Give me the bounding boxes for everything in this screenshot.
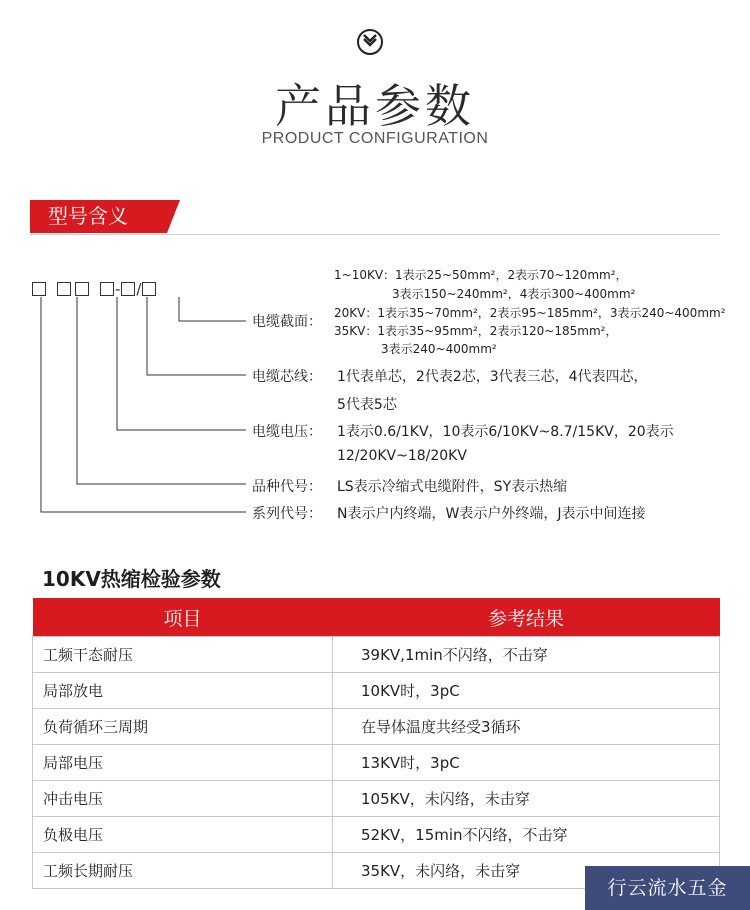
table-row — [33, 745, 720, 781]
item-desc-core-2: 5代表5芯 — [337, 397, 397, 413]
row-item: 工频长期耐压 — [33, 853, 333, 889]
header-result: 参考结果 — [333, 598, 720, 637]
page-subtitle: PRODUCT CONFIGURATION — [261, 130, 489, 147]
row-item: 负荷循环三周期 — [33, 709, 333, 745]
item-label-section: 电缆截面： — [252, 314, 322, 330]
row-result: 105KV，未闪络，未击穿 — [333, 781, 720, 817]
item-label-core: 电缆芯线： — [252, 369, 322, 385]
item-desc-core-1: 1代表单芯，2代表2芯，3代表三芯，4代表四芯， — [337, 369, 648, 385]
page-title: 产品参数 — [275, 79, 475, 133]
inspection-table — [32, 598, 720, 889]
item-desc-variety: LS表示冷缩式电缆附件，SY表示热缩 — [337, 479, 568, 495]
row-result: 52KV，15min不闪络，不击穿 — [333, 817, 720, 853]
item-desc-section-3: 20KV：1表示35~70mm²，2表示95~185mm²，3表示240~400mm² — [334, 306, 726, 320]
item-desc-section-5: 3表示240~400mm² — [381, 342, 497, 356]
table-row — [33, 781, 720, 817]
code-separator-slash: / — [136, 280, 142, 298]
item-desc-voltage-2: 12/20KV~18/20KV — [337, 448, 467, 464]
code-separator-dash: - — [115, 280, 121, 298]
section-banner-title: 型号含义 — [48, 204, 128, 228]
item-label-voltage: 电缆电压： — [252, 424, 322, 440]
row-result: 13KV时，3pC — [333, 745, 720, 781]
row-item: 负极电压 — [33, 817, 333, 853]
row-result: 10KV时，3pC — [333, 673, 720, 709]
row-result: 39KV,1min不闪络，不击穿 — [333, 637, 720, 673]
item-desc-section-1: 1~10KV：1表示25~50mm²，2表示70~120mm²， — [334, 268, 628, 282]
item-desc-section-4: 35KV：1表示35~95mm²，2表示120~185mm²， — [334, 324, 618, 338]
table-header-row — [33, 598, 720, 637]
row-result: 在导体温度共经受3循环 — [333, 709, 720, 745]
row-item: 局部电压 — [33, 745, 333, 781]
table-row — [33, 673, 720, 709]
table-row — [33, 817, 720, 853]
row-item: 局部放电 — [33, 673, 333, 709]
item-desc-voltage-1: 1表示0.6/1KV，10表示6/10KV~8.7/15KV，20表示 — [337, 424, 674, 440]
item-label-series: 系列代号： — [252, 506, 322, 522]
table-row — [33, 637, 720, 673]
row-result: 35KV，未闪络，未击穿 — [333, 853, 720, 889]
item-label-variety: 品种代号： — [252, 479, 322, 495]
item-desc-section-2: 3表示150~240mm²，4表示300~400mm² — [392, 287, 636, 301]
footer-brand-badge: 行云流水五金 — [585, 866, 750, 910]
row-item: 冲击电压 — [33, 781, 333, 817]
header-item: 项目 — [33, 598, 333, 637]
table-row — [33, 709, 720, 745]
item-desc-series: N表示户内终端，W表示户外终端，J表示中间连接 — [337, 506, 646, 522]
row-item: 工频干态耐压 — [33, 637, 333, 673]
inspection-title: 10KV热缩检验参数 — [42, 567, 221, 591]
